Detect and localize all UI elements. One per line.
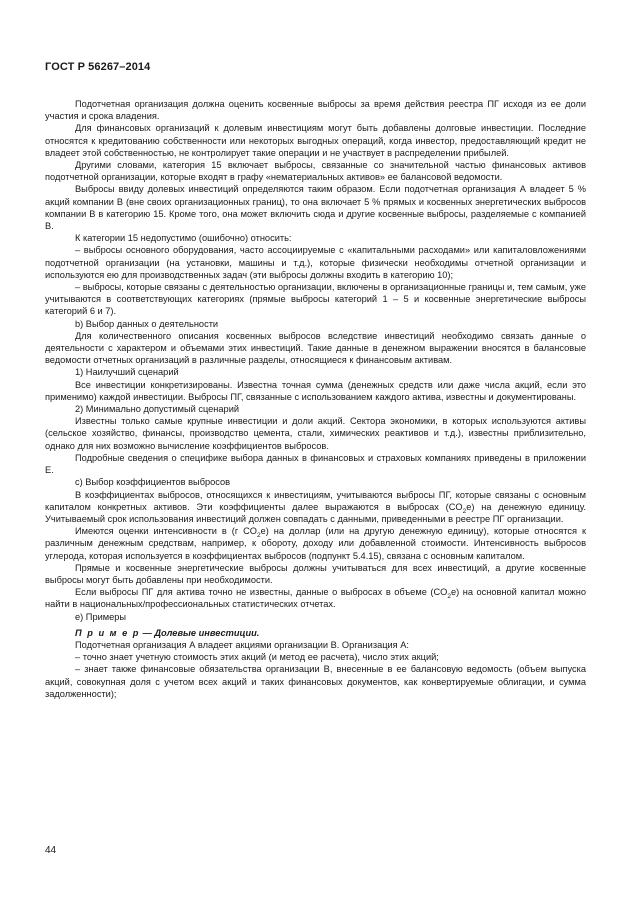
text-run: В коэффициентах выбросов, относящихся к инвестициям, учитываются выбросы ПГ, которые связаны с основным капиталом конкретных активов. Эти коэффициенты далее выражаются в выбросах (CO	[45, 489, 586, 512]
paragraph-intensity	[45, 525, 586, 562]
paragraph: Прямые и косвенные энергетические выбросы должны учитываться для всех инвестиций, а другие косвенные выбросы могут быть добавлены при необходимости.	[45, 562, 586, 585]
section-heading: е) Примеры	[75, 611, 127, 622]
list-item: – выбросы основного оборудования, часто ассоциируемые с «капитальными расходами» или капиталовложениями подотчетной организации (на установки, машины и т.д.), которые физически необходимы отчетной организации и используются ею для производственных задач (эти выбросы должны входить в категорию 10);	[45, 245, 586, 280]
example-label: П р и м е р	[75, 627, 140, 638]
example-paragraph: Подотчетная организация А владеет акциями организации В. Организация А:	[75, 639, 410, 650]
paragraph: Другими словами, категория 15 включает выбросы, связанные со значительной частью финансовых активов подотчетной организации, которые входят в графу «нематериальных активов» ее балансовой ведомости.	[45, 160, 586, 183]
subscript: 2	[447, 592, 451, 600]
text-run: Если выбросы ПГ для актива точно не известны, данные о выбросах в объеме (CO	[75, 587, 448, 598]
text-run: Имеются оценки интенсивности в (г CO	[75, 526, 258, 537]
document-body	[45, 98, 586, 700]
paragraph: Известны только самые крупные инвестиции и доли акций. Сектора экономики, в которых используются активы (сельское хозяйство, финансы, производство цемента, стали, химических реактивов и т.д.), известны приблизительно, однако для них возможно вычисление коэффициентов выбросов.	[45, 416, 586, 451]
section-heading: 1) Наилучший сценарий	[75, 367, 179, 378]
example-list-item: – знает также финансовые обязательства организации В, внесенные в ее балансовую ведомость (объем выпуска акций, совокупная доля с учетом всех акций и таких финансовых документов, как конвертируемые облигации, и сумма задолженности);	[45, 664, 586, 699]
page-number: 44	[45, 845, 57, 856]
paragraph: К категории 15 недопустимо (ошибочно) относить:	[75, 233, 292, 244]
example-title: — Долевые инвестиции.	[139, 627, 260, 638]
text-run: e) на основной капитал можно найти в национальных/профессиональных статистических отчетах.	[45, 587, 586, 610]
section-heading: c) Выбор коэффициентов выбросов	[75, 477, 231, 488]
list-item: – выбросы, которые связаны с деятельностью организации, включены в организационные границы и, тем самым, уже учитываются в соответствующих категориях (прямые выбросы категорий 1 – 5 и косвенные энергетические выбросы категорий 6 и 7).	[45, 282, 586, 317]
subscript: 2	[462, 507, 467, 515]
document-header: ГОСТ Р 56267–2014	[45, 61, 151, 73]
paragraph: Подотчетная организация должна оценить косвенные выбросы за время действия реестра ПГ исходя из ее доли участия и срока владения.	[45, 99, 586, 122]
paragraph: Все инвестиции конкретизированы. Известна точная сумма (денежных средств или даже числа акций, если это применимо) каждой инвестиции. Выбросы ПГ, связанные с использованием каждого актива, известны и документированы.	[45, 379, 586, 402]
text-run: e) на денежную единицу. Учитываемый срок использования инвестиций должен совпадать с данными, приведенными в реестре ПГ организации.	[45, 501, 586, 524]
example-list-item: – точно знает учетную стоимость этих акций (и метод ее расчета), число этих акций;	[75, 652, 439, 663]
paragraph: Подробные сведения о специфике выбора данных в финансовых и страховых компаниях приведены в приложении Е.	[45, 452, 586, 476]
paragraph-unknown	[45, 586, 586, 610]
example-heading	[45, 627, 586, 639]
paragraph: Выбросы ввиду долевых инвестиций определяются таким образом. Если подотчетная организация А владеет 5 % акций компании В (вне своих организационных границ), то она включает 5 % прямых и косвенных энергетических выбросов компании В в категорию 15. Кроме того, она может включить сюда и другие косвенные выбросы, разделяемые с компанией В.	[45, 184, 586, 232]
subscript: 2	[257, 531, 261, 539]
text-run: e) на доллар (или на другую денежную единицу), которые относятся к различным денежным средствам, например, к обороту, доходу или добавленной стоимости. Интенсивность выбросов углерода, которая используется в коэффициентах выбросов (подпункт 5.4.15), связана с основным капиталом.	[45, 526, 587, 561]
paragraph: Для финансовых организаций к долевым инвестициям могут быть добавлены долговые инвестиции. Последние относятся к кредитованию собственности или некоторых выгодных операций, когда инвестор, предоставляющий кредит не владеет этой собственностью, не контролирует такие операции и не участвует в распределении прибылей.	[45, 123, 586, 158]
section-heading: 2) Минимально допустимый сценарий	[75, 404, 240, 415]
paragraph: Для количественного описания косвенных выбросов вследствие инвестиций необходимо связать данные о деятельности с характером и объемами этих инвестиций. Такие данные в денежном выражении вносятся в балансовые ведомости отчетных организаций в различные разделы, относящиеся к финансовым активам.	[45, 330, 586, 366]
section-heading: b) Выбор данных о деятельности	[75, 318, 219, 329]
paragraph-coefficients	[45, 489, 586, 526]
